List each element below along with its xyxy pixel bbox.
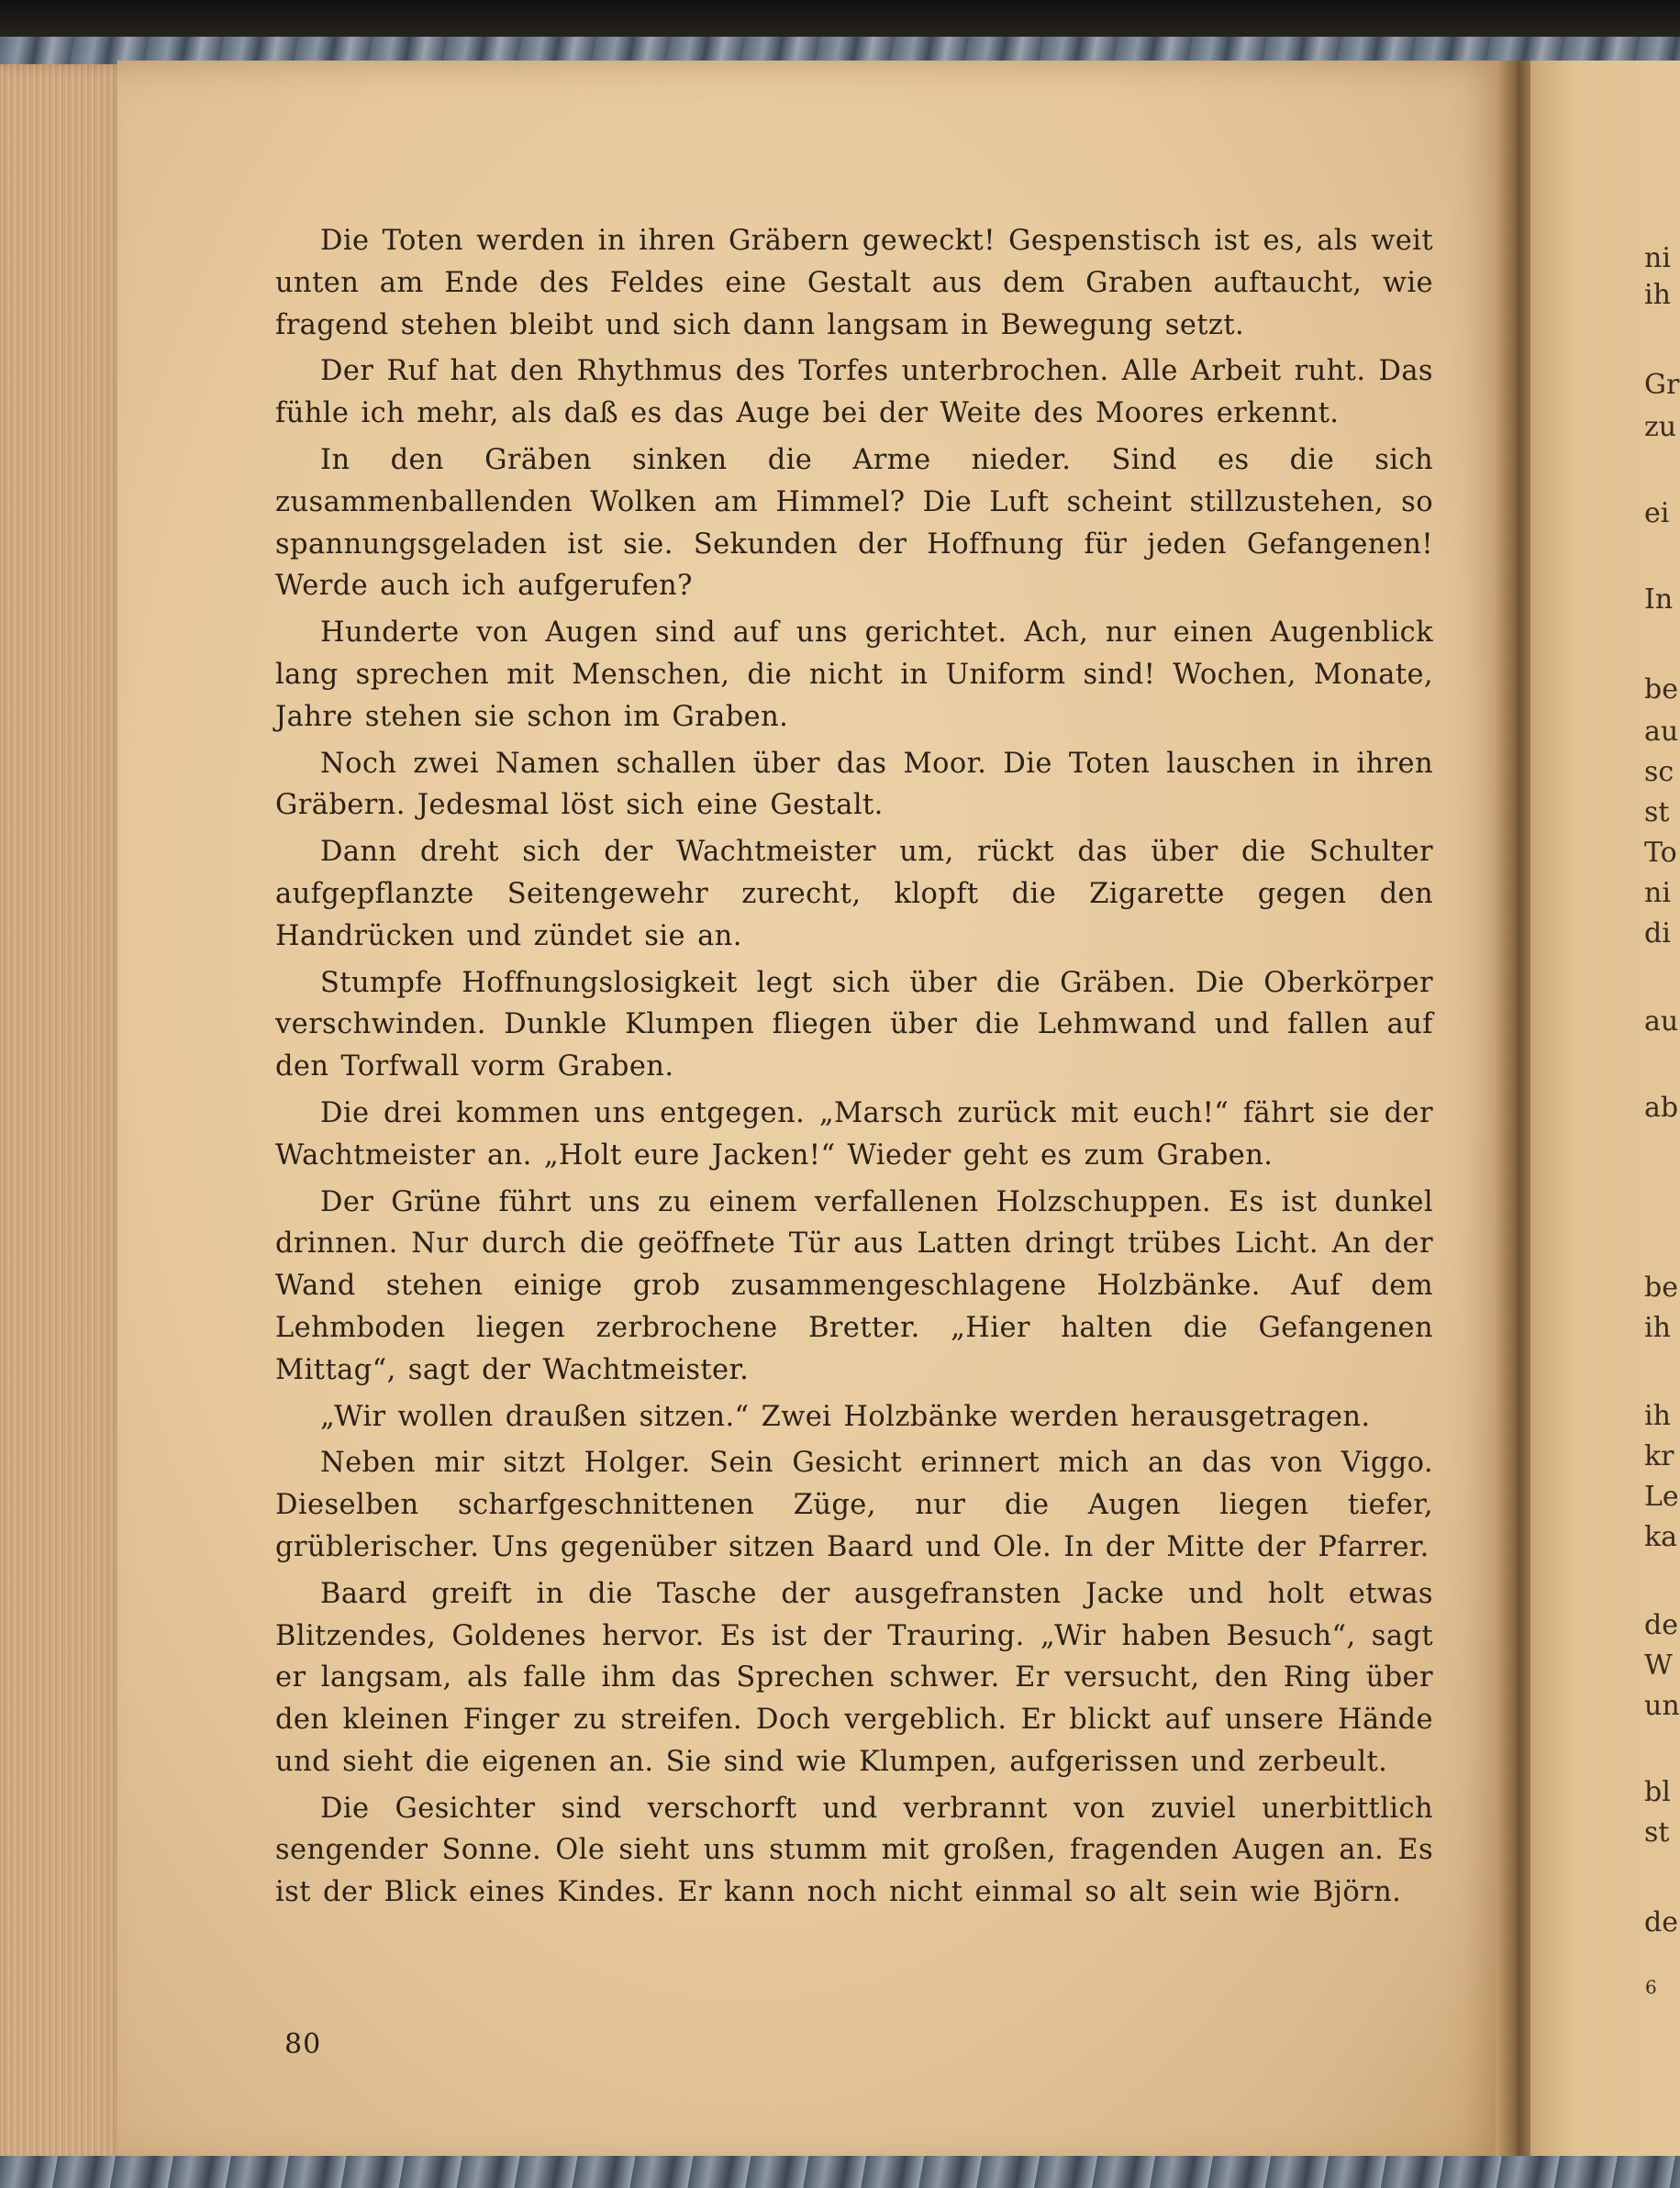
paragraph: In den Gräben sinken die Arme nieder. Sind es die sich zusammenballenden Wolken am Himmel? Die Luft scheint stillzustehen, so spannungsgeladen ist sie. Sekunden der Hoffnung für jeden Gefangenen! Werde auch ich aufgerufen?: [275, 443, 1433, 603]
facing-fragment: W: [1644, 1649, 1673, 1682]
paragraph: Der Grüne führt uns zu einem verfallenen Holzschuppen. Es ist dunkel drinnen. Nur durch die geöffnete Tür aus Latten dringt trübes Licht. An der Wand stehen einige grob zusammengeschlagene Holzbänke. Auf dem Lehmboden liegen zerbrochene Bretter. „Hier halten die Gefangenen Mittag“, sagt der Wachtmeister.: [275, 1185, 1433, 1386]
paragraph: Hunderte von Augen sind auf uns gerichtet. Ach, nur einen Augenblick lang sprechen mit Menschen, die nicht in Uniform sind! Wochen, Monate, Jahre stehen sie schon im Graben.: [275, 616, 1433, 733]
paragraph: Neben mir sitzt Holger. Sein Gesicht erinnert mich an das von Viggo. Dieselben scharfgeschnittenen Züge, nur die Augen liegen tiefer, grüblerischer. Uns gegenüber sitzen Baard und Ole. In der Mitte der Pfarrer.: [275, 1447, 1433, 1563]
facing-fragment: kr: [1644, 1440, 1674, 1472]
facing-fragment: zu: [1644, 411, 1677, 443]
facing-page-mark: 6: [1645, 1976, 1657, 1998]
paragraph: Baard greift in die Tasche der ausgefransten Jacke und holt etwas Blitzendes, Goldenes hervor. Es ist der Trauring. „Wir haben Besuch“, sagt er langsam, als falle ihm das Sprechen schwer. Er versucht, den Ring über den kleinen Finger zu streifen. Doch vergeblich. Er blickt auf unsere Hände und sieht die eigenen an. Sie sind wie Klumpen, aufgerissen und zerbeult.: [275, 1577, 1433, 1778]
facing-fragment: sc: [1644, 756, 1674, 788]
paragraph: Die drei kommen uns entgegen. „Marsch zurück mit euch!“ fährt sie der Wachtmeister an. „Holt eure Jacken!“ Wieder geht es zum Graben.: [275, 1096, 1433, 1172]
facing-fragment: ih: [1644, 1312, 1671, 1344]
facing-fragment: au: [1644, 1005, 1679, 1038]
facing-fragment: ka: [1644, 1521, 1678, 1553]
facing-fragment: au: [1644, 716, 1679, 748]
facing-fragment: st: [1644, 1816, 1670, 1849]
paragraph: Die Gesichter sind verschorft und verbrannt von zuviel unerbittlich sengender Sonne. Ole sieht uns stumm mit großen, fragenden Augen an. Es ist der Blick eines Kindes. Er kann noch nicht einmal so alt sein wie Björn.: [275, 1792, 1433, 1909]
facing-fragment: Gr: [1644, 369, 1680, 401]
facing-fragment: ni: [1644, 877, 1671, 909]
facing-fragment: be: [1644, 1272, 1678, 1304]
facing-fragment: ni: [1644, 242, 1671, 274]
facing-fragment: un: [1644, 1690, 1680, 1722]
paragraph: Noch zwei Namen schallen über das Moor. Die Toten lauschen in ihren Gräbern. Jedesmal löst sich eine Gestalt.: [275, 747, 1433, 822]
paragraph: „Wir wollen draußen sitzen.“ Zwei Holzbänke werden herausgetragen.: [320, 1400, 1371, 1433]
body-text: [275, 220, 1433, 1918]
facing-fragment: ih: [1644, 1400, 1671, 1432]
facing-fragment: bl: [1644, 1776, 1671, 1808]
paragraph: Der Ruf hat den Rhythmus des Torfes unterbrochen. Alle Arbeit ruht. Das fühle ich mehr, als daß es das Auge bei der Weite des Moores erkennt.: [275, 355, 1433, 430]
facing-fragment: be: [1644, 673, 1678, 705]
page-stack-edges: [0, 64, 128, 2174]
facing-fragment: To: [1644, 837, 1677, 869]
paragraph: Die Toten werden in ihren Gräbern geweckt! Gespenstisch ist es, als weit unten am Ende des Feldes eine Gestalt aus dem Graben auftaucht, wie fragend stehen bleibt und sich dann langsam in Bewegung setzt.: [275, 225, 1433, 341]
facing-fragment: In: [1644, 583, 1674, 616]
scan-background-top: [0, 0, 1680, 37]
facing-fragment: st: [1644, 796, 1670, 828]
facing-page-text-fragments: [1644, 0, 1680, 2188]
page-number: 80: [284, 2028, 322, 2060]
facing-fragment: di: [1644, 917, 1671, 950]
facing-fragment: ih: [1644, 279, 1671, 311]
facing-fragment: ab: [1644, 1092, 1679, 1124]
paragraph: Dann dreht sich der Wachtmeister um, rückt das über die Schulter aufgepflanzte Seitengewehr zurecht, klopft die Zigarette gegen den Handrücken und zündet sie an.: [275, 836, 1433, 952]
paragraph: Stumpfe Hoffnungslosigkeit legt sich über die Gräben. Die Oberkörper verschwinden. Dunkle Klumpen fliegen über die Lehmwand und fallen auf den Torfwall vorm Graben.: [275, 966, 1433, 1083]
facing-fragment: ei: [1644, 497, 1670, 529]
facing-fragment: de: [1644, 1906, 1678, 1938]
facing-fragment: Le: [1644, 1481, 1679, 1513]
book-cover-edge-bottom: [0, 2156, 1680, 2188]
facing-fragment: de: [1644, 1609, 1678, 1641]
